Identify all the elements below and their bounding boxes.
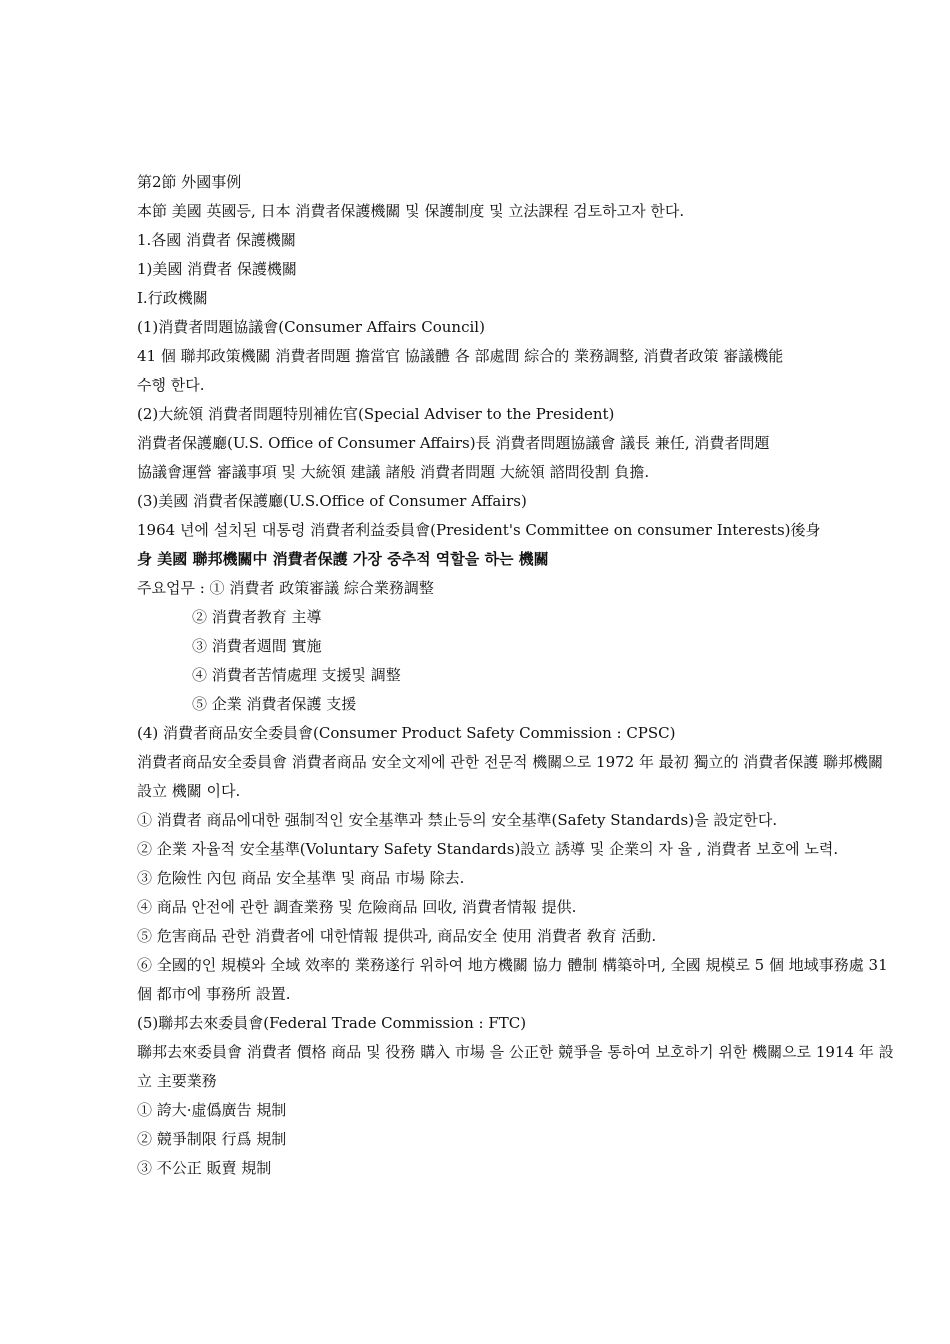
- list-item: ③ 危險性 內包 商品 安全基準 및 商品 市場 除去.: [137, 869, 465, 887]
- paragraph-line: 協議會運營 審議事項 및 大統領 建議 諸般 消費者問題 大統領 諮問役割 負擔.: [137, 463, 650, 481]
- paragraph-line: 設立 機關 이다.: [137, 782, 241, 800]
- list-item: ① 消費者 商品에대한 强制적인 安全基準과 禁止등의 安全基準(Safety Standards)을 設定한다.: [137, 811, 778, 829]
- heading-cpsc: (4) 消費者商品安全委員會(Consumer Product Safety Commission : CPSC): [137, 724, 676, 742]
- list-item: ⑤ 企業 消費者保護 支援: [192, 695, 357, 713]
- paragraph-line: 個 都市에 事務所 設置.: [137, 985, 291, 1003]
- list-item: ⑥ 全國的인 規模와 全域 效率的 業務遂行 위하여 地方機關 協力 體制 構築하며, 全國 規模로 5 個 地域事務處 31: [137, 956, 888, 974]
- heading-us-agencies: 1)美國 消費者 保護機關: [137, 260, 297, 278]
- heading-consumer-protection-agencies: 1.各國 消費者 保護機關: [137, 231, 296, 249]
- paragraph-line: 聯邦去來委員會 消費者 價格 商品 및 役務 購入 市場 을 公正한 競爭을 통하여 보호하기 위한 機關으로 1914 年 設: [137, 1043, 894, 1061]
- list-item: ② 企業 자율적 安全基準(Voluntary Safety Standards)設立 誘導 및 企業의 자 율 , 消費者 보호에 노력.: [137, 840, 839, 858]
- heading-office-of-consumer-affairs: (3)美國 消費者保護廳(U.S.Office of Consumer Affairs): [137, 492, 527, 510]
- list-item: ④ 消費者苦情處理 支援및 調整: [192, 666, 401, 684]
- section-heading: 第2節 外國事例: [137, 173, 242, 191]
- paragraph-line: 消費者保護廳(U.S. Office of Consumer Affairs)長 消費者問題協議會 議長 兼任, 消費者問題: [137, 434, 770, 452]
- list-item: ① 誇大·虛僞廣告 規制: [137, 1101, 287, 1119]
- paragraph-line: 消費者商品安全委員會 消費者商品 安全文제에 관한 전문적 機關으로 1972 年 最初 獨立的 消費者保護 聯邦機關: [137, 753, 884, 771]
- heading-ftc: (5)聯邦去來委員會(Federal Trade Commission : FTC): [137, 1014, 527, 1032]
- list-item: ⑤ 危害商品 관한 消費者에 대한情報 提供과, 商品安全 使用 消費者 敎育 活動.: [137, 927, 657, 945]
- heading-special-adviser: (2)大統領 消費者問題特別補佐官(Special Adviser to the President): [137, 405, 615, 423]
- document-body: [137, 168, 894, 1183]
- list-item: ③ 不公正 販賣 規制: [137, 1159, 272, 1177]
- paragraph-line: 수행 한다.: [137, 376, 205, 394]
- list-item: 주요업무 : ① 消費者 政策審議 綜合業務調整: [137, 579, 434, 597]
- intro-paragraph: 本節 美國 英國등, 日本 消費者保護機關 및 保護制度 및 立法課程 검토하고자 한다.: [137, 202, 685, 220]
- list-item: ② 競爭制限 行爲 規制: [137, 1130, 287, 1148]
- paragraph-line: 1964 년에 설치된 대통령 消費者利益委員會(President's Committee on consumer Interests)後身: [137, 521, 821, 539]
- list-item: ④ 商品 안전에 관한 調査業務 및 危險商品 回收, 消費者情報 提供.: [137, 898, 577, 916]
- list-item: ③ 消費者週間 實施: [192, 637, 322, 655]
- paragraph-line: 立 主要業務: [137, 1072, 217, 1090]
- heading-administrative-agencies: I.行政機關: [137, 289, 208, 307]
- paragraph-line-bold: 身 美國 聯邦機關中 消費者保護 가장 중추적 역할을 하는 機關: [137, 550, 549, 568]
- list-item: ② 消費者教育 主導: [192, 608, 322, 626]
- heading-consumer-affairs-council: (1)消費者問題協議會(Consumer Affairs Council): [137, 318, 485, 336]
- paragraph-line: 41 個 聯邦政策機關 消費者問題 擔當官 協議體 各 部處間 綜合的 業務調整, 消費者政策 審議機能: [137, 347, 784, 365]
